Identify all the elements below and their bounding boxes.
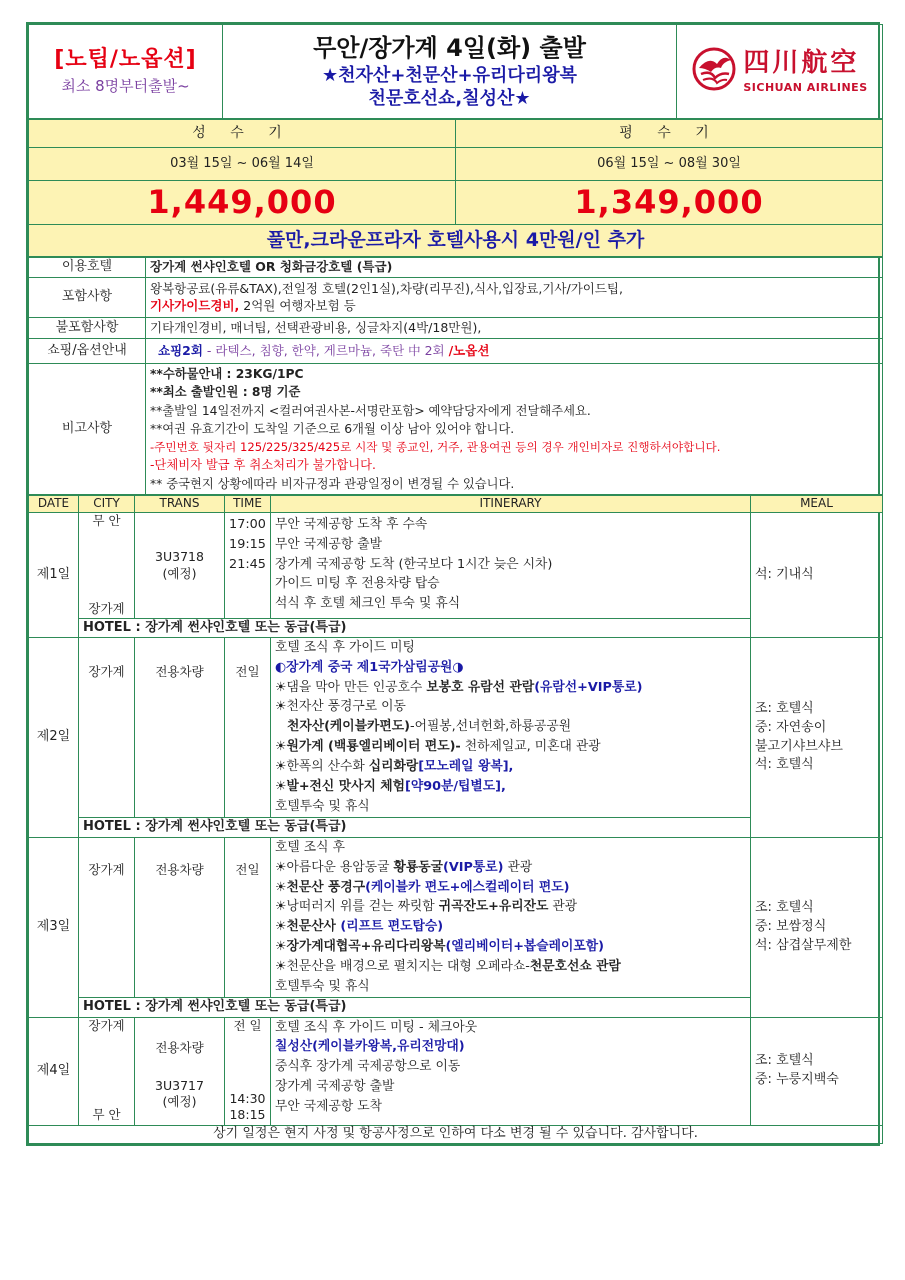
day3-highlight: 황룡동굴 (393, 859, 443, 875)
day3-text: ☀천문산을 배경으로 펼치지는 대형 오페라쇼- (275, 958, 530, 974)
day2-note: [약90분/팁별도], (405, 778, 506, 794)
day2-dinner: 석: 호텔식 (755, 757, 814, 773)
airline-name: 四川航空 (743, 48, 860, 79)
included-line-1: 왕복항공료(유류&TAX),전일정 호텔(2인1실),차량(리무진),식사,입장료,기사/가이드팁, (150, 281, 623, 297)
off-season-dates: 06월 15일 ~ 08월 30일 (456, 148, 883, 181)
day4-time-0: 전 일 (233, 1017, 262, 1033)
day4-city-from: 장가계 (88, 1017, 125, 1033)
day1-row (29, 513, 883, 619)
footer-disclaimer: 상기 일정은 현지 사정 및 항공사정으로 인하여 다소 변경 될 수 있습니다. 감사합니다. (29, 1125, 883, 1143)
day2-highlight: ☀원가계 (백룡엘리베이터 편도)- (275, 739, 461, 755)
day2-item (275, 757, 746, 777)
col-itinerary: ITINERARY (271, 496, 751, 513)
day1-time (225, 513, 271, 619)
day4-trans (135, 1017, 225, 1125)
day3-highlight: ☀장가계대협곡+유리다리왕복 (275, 939, 446, 955)
airline-logo (681, 46, 878, 96)
header-table (28, 24, 883, 119)
day3-highlight: ☀천문산사 (275, 919, 341, 935)
day3-note: (엘리베이터+봅슬레이포함) (445, 939, 604, 955)
day3-item (275, 937, 746, 957)
peak-season-price: 1,449,000 (29, 181, 456, 225)
day2-item (275, 678, 746, 698)
day2-highlight: 보봉호 유람선 관람 (426, 679, 535, 695)
memo-passport-copy: **출발일 14일전까지 <컬러여권사본-서명란포함> 예약담당자에게 전달해주세요. (150, 403, 591, 418)
col-date: DATE (29, 496, 79, 513)
day3-lunch: 중: 보쌈정식 (755, 918, 827, 934)
day3-hotel: HOTEL : 장가계 썬샤인호텔 또는 동급(특급) (79, 997, 751, 1017)
title-cell (223, 25, 677, 119)
day2-park-title: ◐장가계 중국 제1국가삼림공원◑ (275, 659, 464, 675)
day2-city: 장가계 (79, 638, 135, 818)
day4-row (29, 1017, 883, 1125)
info-table (28, 257, 883, 495)
hotel-surcharge-notice: 풀만,크라운프라자 호텔사용시 4만원/인 추가 (29, 225, 883, 257)
day4-item: 무안 국제공항 도착 (275, 1098, 383, 1114)
day3-trans: 전용차량 (135, 838, 225, 998)
day1-itinerary (271, 513, 751, 619)
day2-time: 전일 (225, 638, 271, 818)
sichuan-bird-icon (691, 46, 737, 96)
no-tip-badge: [노팁/노옵션] (54, 47, 197, 73)
day3-meal (751, 838, 883, 1018)
itinerary-table (28, 495, 883, 1144)
airline-logo-cell (677, 25, 883, 119)
day2-item (275, 777, 746, 797)
day4-meal (751, 1017, 883, 1125)
off-season-price: 1,349,000 (456, 181, 883, 225)
day3-breakfast: 조: 호텔식 (755, 900, 814, 916)
off-season-label: 평 수 기 (456, 120, 883, 148)
day3-highlight: 귀곡잔도+유리잔도 (438, 899, 549, 915)
day3-note: (리프트 편도탑승) (340, 919, 444, 935)
day4-item: 호텔 조식 후 가이드 미팅 - 체크아웃 (275, 1019, 478, 1035)
day1-city (79, 513, 135, 619)
day2-text: 천하제일교, 미혼대 관광 (460, 739, 601, 755)
day2-date: 제2일 (29, 638, 79, 838)
day2-highlight: 십리화랑 (368, 758, 419, 774)
itinerary-sheet (26, 22, 880, 1146)
day3-note: (VIP통로) (442, 859, 504, 875)
day3-text: ☀아름다운 용암동굴 (275, 859, 394, 875)
memo-group-visa: -단체비자 발급 후 취소처리가 불가합니다. (150, 458, 376, 473)
airline-name-en: SICHUAN AIRLINES (743, 81, 868, 95)
day1-hotel: HOTEL : 장가계 썬샤인호텔 또는 동급(특급) (79, 619, 751, 638)
memo-min-people: **최소 출발인원 : 8명 기준 (150, 385, 301, 400)
col-meal: MEAL (751, 496, 883, 513)
day3-row (29, 838, 883, 998)
day3-text: 관광 (548, 899, 578, 915)
day4-flight: 3U3717 (155, 1077, 204, 1093)
shopping-count: 쇼핑2회 (158, 342, 203, 358)
day4-highlight: 칠성산(케이블카왕복,유리전망대) (275, 1039, 465, 1055)
memo-individual-visa: -주민번호 뒷자리 125/225/325/425로 시작 및 종교인, 거주, 관용여권 등의 경우 개인비자로 진행하셔야합니다. (150, 439, 721, 454)
day1-city-to: 장가계 (88, 600, 125, 616)
day3-text: ☀낭떠러지 위를 걷는 짜릿함 (275, 899, 439, 915)
day4-time-2: 18:15 (229, 1107, 266, 1123)
day3-item: 호텔투숙 및 휴식 (275, 978, 370, 994)
day1-flight: 3U3718 (155, 549, 204, 565)
day2-row (29, 638, 883, 818)
badge-cell (29, 25, 223, 119)
day2-note: [모노레일 왕복], (418, 758, 514, 774)
col-time: TIME (225, 496, 271, 513)
memo-passport-validity: **여권 유효기간이 도착일 기준으로 6개월 이상 남아 있어야 합니다. (150, 422, 515, 437)
hotel-label: 이용호텔 (29, 258, 146, 278)
day4-trans-mode: 전용차량 (155, 1039, 204, 1055)
peak-season-dates: 03월 15일 ~ 06월 14일 (29, 148, 456, 181)
day1-time-1: 17:00 (229, 517, 266, 532)
day3-highlight: 천문호선쇼 관람 (529, 958, 621, 974)
day2-lunch: 중: 자연송이 (755, 719, 827, 735)
price-table (28, 119, 883, 257)
insurance-text: 2억원 여행자보험 등 (239, 297, 356, 313)
day3-city: 장가계 (79, 838, 135, 998)
day2-text: -어필봉,선녀헌화,하룡공공원 (409, 719, 572, 735)
guide-fee-text: 기사가이드경비, (150, 297, 240, 313)
shopping-items: - 라텍스, 침향, 한약, 게르마늄, 죽탄 中 2회 (202, 342, 449, 358)
day2-highlight: 천자산(케이블카편도) (287, 719, 410, 735)
day4-item: 장가계 국제공항 출발 (275, 1079, 395, 1095)
day3-time: 전일 (225, 838, 271, 998)
day2-item: 호텔 조식 후 가이드 미팅 (275, 640, 415, 655)
day1-meal: 석: 기내식 (751, 513, 883, 638)
day3-item (275, 897, 746, 917)
day4-flight-note: (예정) (162, 1094, 197, 1110)
day1-item: 장가계 국제공항 도착 (한국보다 1시간 늦은 시차) (275, 556, 553, 572)
day4-city-to: 무 안 (92, 1107, 121, 1123)
day3-item (275, 858, 746, 878)
day2-text: ☀댐을 막아 만든 인공호수 (275, 679, 427, 695)
peak-season-label: 성 수 기 (29, 120, 456, 148)
day3-itinerary (271, 838, 751, 998)
day2-meal (751, 638, 883, 838)
day1-flight-note: (예정) (162, 565, 197, 581)
day4-times (225, 1091, 270, 1124)
day2-breakfast: 조: 호텔식 (755, 700, 814, 716)
day2-text: ☀한폭의 산수화 (275, 758, 369, 774)
no-option-text: /노옵션 (448, 342, 490, 358)
col-city: CITY (79, 496, 135, 513)
day1-time-3: 21:45 (229, 556, 266, 572)
day3-dinner: 석: 삼겹살무제한 (755, 937, 852, 953)
day2-trans: 전용차량 (135, 638, 225, 818)
day2-hotel: HOTEL : 장가계 썬샤인호텔 또는 동급(특급) (79, 818, 751, 838)
day3-item (275, 957, 746, 977)
day4-breakfast: 조: 호텔식 (755, 1053, 814, 1069)
day1-city-from: 무 안 (92, 513, 121, 528)
subtitle-line-1: ★천자산+천문산+유리다리왕복 (322, 64, 577, 86)
min-people-text: 최소 8명부터출발~ (61, 77, 190, 96)
day2-itinerary (271, 638, 751, 818)
day3-text: 관광 (503, 859, 533, 875)
page-title: 무안/장가계 4일(화) 출발 (313, 33, 586, 62)
shopping-value (146, 339, 883, 364)
day3-item (275, 917, 746, 937)
day4-date: 제4일 (29, 1017, 79, 1125)
day2-lunch-detail: 불고기샤브샤브 (755, 738, 843, 754)
shopping-label: 쇼핑/옵션안내 (29, 339, 146, 364)
memo-value (146, 364, 883, 495)
subtitle-line-2: 천문호선쇼,칠성산★ (368, 88, 531, 110)
memo-label: 비고사항 (29, 364, 146, 495)
day2-item: ☀천자산 풍경구로 이동 (275, 699, 406, 715)
hotel-value: 장가계 썬샤인호텔 OR 청화금강호텔 (특급) (146, 258, 883, 278)
day2-item (275, 717, 746, 737)
day4-city (79, 1017, 135, 1125)
day2-item: 호텔투숙 및 휴식 (275, 798, 370, 814)
day4-item: 중식후 장가계 국제공항으로 이동 (275, 1059, 461, 1075)
day1-item: 무안 국제공항 출발 (275, 536, 383, 552)
day4-itinerary (271, 1017, 751, 1125)
day3-highlight: ☀천문산 풍경구 (275, 879, 366, 895)
day1-date: 제1일 (29, 513, 79, 638)
excluded-label: 불포함사항 (29, 318, 146, 339)
day2-highlight: ☀발+전신 맛사지 체험 (275, 778, 405, 794)
included-line-2 (150, 298, 878, 314)
col-trans: TRANS (135, 496, 225, 513)
day2-item (275, 737, 746, 757)
day3-date: 제3일 (29, 838, 79, 1018)
day4-lunch: 중: 누룽지백숙 (755, 1072, 839, 1088)
day4-time (225, 1017, 271, 1125)
excluded-value: 기타개인경비, 매너팁, 선택관광비용, 싱글차지(4박/18만원), (146, 318, 883, 339)
day2-note: (유람선+VIP통로) (534, 679, 643, 695)
memo-change-notice: ** 중국현지 상황에따라 비자규정과 관광일정이 변경될 수 있습니다. (150, 476, 515, 491)
day1-time-2: 19:15 (229, 536, 266, 552)
day3-item (275, 878, 746, 898)
memo-baggage: **수하물안내 : 23KG/1PC (150, 366, 304, 381)
day1-item: 석식 후 호텔 체크인 투숙 및 휴식 (275, 596, 461, 612)
day3-note: (케이블카 편도+에스컬레이터 편도) (365, 879, 570, 895)
day1-item: 무안 국제공항 도착 후 수속 (275, 517, 428, 532)
day1-trans (135, 513, 225, 619)
included-label: 포함사항 (29, 278, 146, 318)
day1-item: 가이드 미팅 후 전용차량 탑승 (275, 576, 440, 592)
day4-time-1: 14:30 (229, 1091, 266, 1107)
included-value (146, 278, 883, 318)
day3-item: 호텔 조식 후 (275, 840, 345, 855)
